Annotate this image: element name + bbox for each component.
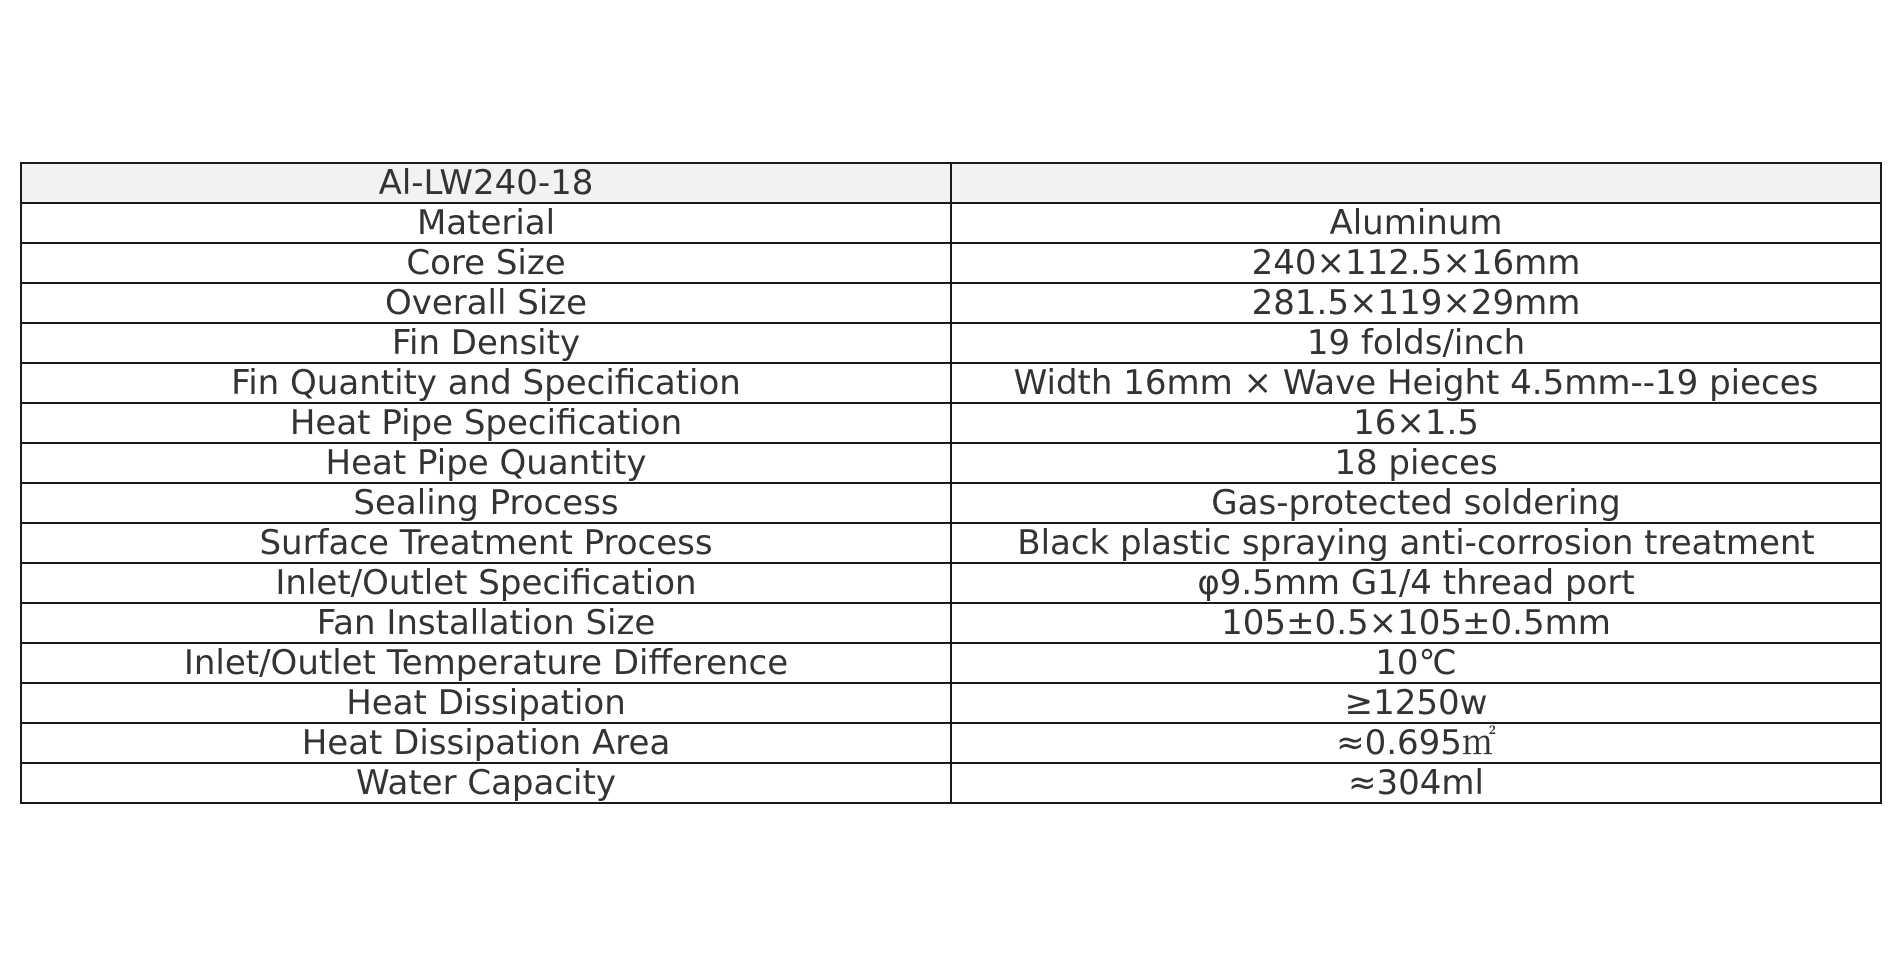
table-row [21, 723, 1881, 763]
row-value: 240×112.5×16mm [951, 243, 1881, 283]
row-label: Fin Density [21, 323, 951, 363]
row-value: Gas-protected soldering [951, 483, 1881, 523]
header-model-cell: Al-LW240-18 [21, 163, 951, 203]
table-row [21, 763, 1881, 803]
row-label: Heat Dissipation [21, 683, 951, 723]
table-row [21, 363, 1881, 403]
row-label: Heat Dissipation Area [21, 723, 951, 763]
row-value: 10℃ [951, 643, 1881, 683]
table-row [21, 323, 1881, 363]
spec-table [20, 162, 1882, 804]
table-row [21, 563, 1881, 603]
table-row [21, 283, 1881, 323]
row-value: ≈0.695㎡ [951, 723, 1881, 763]
row-value: 18 pieces [951, 443, 1881, 483]
row-label: Material [21, 203, 951, 243]
row-label: Water Capacity [21, 763, 951, 803]
row-value: 19 folds/inch [951, 323, 1881, 363]
table-row [21, 523, 1881, 563]
row-value: φ9.5mm G1/4 thread port [951, 563, 1881, 603]
header-value-cell [951, 163, 1881, 203]
row-value: 16×1.5 [951, 403, 1881, 443]
row-value: Width 16mm × Wave Height 4.5mm--19 pieces [951, 363, 1881, 403]
row-label: Fin Quantity and Specification [21, 363, 951, 403]
row-label: Inlet/Outlet Temperature Difference [21, 643, 951, 683]
table-row [21, 483, 1881, 523]
table-row [21, 243, 1881, 283]
row-label: Surface Treatment Process [21, 523, 951, 563]
row-label: Heat Pipe Specification [21, 403, 951, 443]
table-row [21, 683, 1881, 723]
row-label: Overall Size [21, 283, 951, 323]
row-value: 281.5×119×29mm [951, 283, 1881, 323]
table-header-row [21, 163, 1881, 203]
table-row [21, 203, 1881, 243]
row-label: Inlet/Outlet Specification [21, 563, 951, 603]
row-value: Black plastic spraying anti-corrosion treatment [951, 523, 1881, 563]
table-row [21, 443, 1881, 483]
row-value: ≈304ml [951, 763, 1881, 803]
row-label: Core Size [21, 243, 951, 283]
row-label: Fan Installation Size [21, 603, 951, 643]
row-value: 105±0.5×105±0.5mm [951, 603, 1881, 643]
row-label: Sealing Process [21, 483, 951, 523]
row-label: Heat Pipe Quantity [21, 443, 951, 483]
row-value: Aluminum [951, 203, 1881, 243]
table-row [21, 603, 1881, 643]
row-value: ≥1250w [951, 683, 1881, 723]
table-row [21, 403, 1881, 443]
table-row [21, 643, 1881, 683]
